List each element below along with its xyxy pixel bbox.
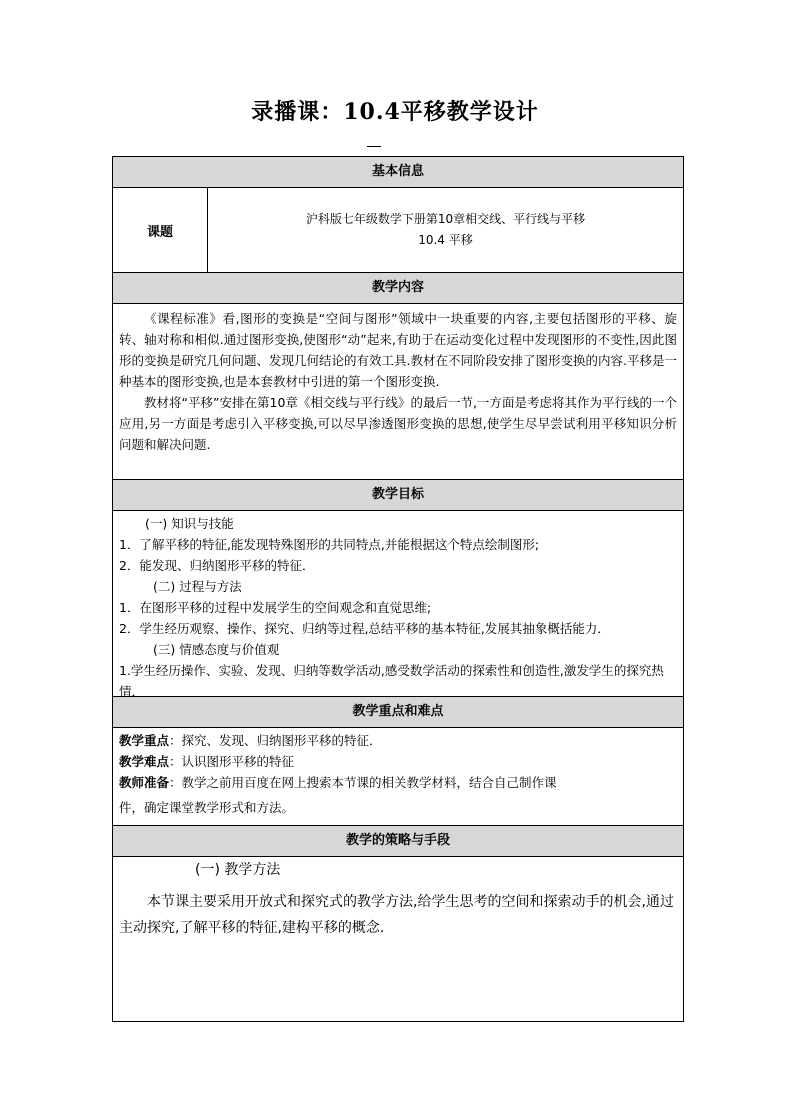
content-paragraph-2: 教材将“平移”安排在第10章《相交线与平行线》的最后一节,一方面是考虑将其作为平行线的一个应用,另一方面是考虑引入平移变换,可以尽早渗透图形变换的思想,使学生尽早尝试利用平移知识分析问题和解决问题.	[119, 395, 677, 452]
section-header-key-points: 教学重点和难点	[113, 697, 683, 728]
difficulty-label: 教学难点	[119, 754, 170, 769]
topic-line-2: 10.4 平移	[418, 233, 473, 247]
key-point-text: ：探究、发现、归纳图形平移的特征．	[169, 733, 382, 748]
teacher-prep-line	[119, 772, 677, 793]
content-paragraph-1: 《课程标准》看,图形的变换是“空间与图形”领域中一块重要的内容,主要包括图形的平移、旋转、轴对称和相似.通过图形变换,使图形“动”起来,有助于在运动变化过程中发现图形的不变性,因此图形的变换是研究几何问题、发现几何结论的有效工具.教材在不同阶段安排了图形变换的内容.平移是一种基本的图形变换,也是本套教材中引进的第一个图形变换.	[119, 311, 677, 389]
goal-group-knowledge-title: (一) 知识与技能	[145, 516, 234, 531]
document-title: 录播课：10.4平移教学设计	[251, 99, 539, 125]
goal-item: 1．了解平移的特征,能发现特殊图形的共同特点,并能根据这个特点绘制图形;	[119, 537, 540, 552]
topic-value	[208, 188, 683, 272]
strategy-body	[113, 857, 683, 1021]
goal-group-attitude-title: (三) 情感态度与价值观	[153, 642, 280, 657]
teaching-content-body	[113, 304, 683, 480]
goal-item: 2．学生经历观察、操作、探究、归纳等过程,总结平移的基本特征,发展其抽象概括能力．	[119, 621, 610, 636]
section-header-teaching-goals: 教学目标	[113, 480, 683, 511]
key-points-body	[113, 728, 683, 826]
goal-item: 2．能发现、归纳图形平移的特征．	[119, 558, 315, 573]
difficulty-line	[119, 751, 677, 772]
section-header-basic-info: 基本信息	[113, 157, 683, 188]
method-title: (一) 教学方法	[195, 862, 281, 878]
lesson-plan-table	[112, 156, 684, 1022]
section-header-teaching-content: 教学内容	[113, 273, 683, 304]
section-header-strategy: 教学的策略与手段	[113, 826, 683, 857]
goal-item: 1．在图形平移的过程中发展学生的空间观念和直觉思维;	[119, 600, 432, 615]
title-underline	[367, 146, 381, 147]
topic-label: 课题	[113, 188, 208, 272]
topic-row	[113, 188, 683, 273]
topic-line-1: 沪科版七年级数学下册第10章相交线、平行线与平移	[305, 212, 586, 226]
method-text: 本节课主要采用开放式和探究式的教学方法,给学生思考的空间和探索动手的机会,通过主动探究,了解平移的特征,建构平移的概念.	[119, 894, 674, 936]
goal-item: 1.学生经历操作、实验、发现、归纳等数学活动,感受数学活动的探索性和创造性,激发学生的探究热情．	[119, 663, 664, 699]
key-point-label: 教学重点	[119, 733, 170, 748]
key-point-line	[119, 730, 677, 751]
teacher-prep-text: ：教学之前用百度在网上搜索本节课的相关教学材料，结合自己制作课	[169, 775, 557, 790]
teaching-goals-body	[113, 511, 683, 697]
teacher-prep-label: 教师准备	[119, 775, 170, 790]
teacher-prep-line-2: 件，确定课堂教学形式和方法。	[119, 800, 295, 815]
goal-group-process-title: (二) 过程与方法	[153, 579, 242, 594]
difficulty-text: ：认识图形平移的特征	[169, 754, 295, 769]
